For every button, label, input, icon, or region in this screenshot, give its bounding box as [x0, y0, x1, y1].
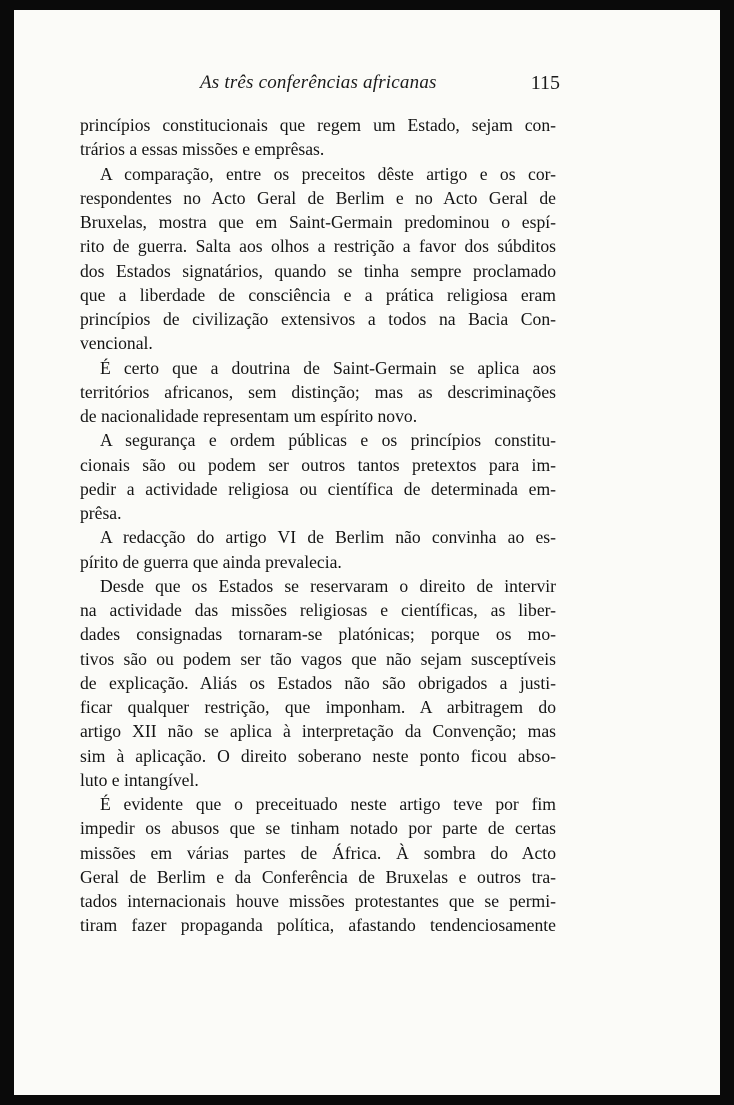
text-line: É evidente que o preceituado neste artigo teve por fim — [100, 794, 556, 814]
text-line: na actividade das missões religiosas e científicas, as liber- — [80, 600, 556, 620]
book-page — [14, 10, 720, 1095]
text-line: dades consignadas tornaram-se platónicas; porque os mo- — [80, 624, 556, 645]
text-line: tivos são ou podem ser tão vagos que não sejam susceptíveis — [80, 648, 556, 669]
text-line: cionais são ou podem ser outros tantos pretextos para im- — [80, 454, 556, 475]
body-text — [80, 113, 556, 938]
text-line: pírito de guerra que ainda prevalecia. — [80, 551, 342, 572]
text-line: artigo XII não se aplica à interpretação da Convenção; mas — [80, 721, 556, 742]
text-line: rito de guerra. Salta aos olhos a restrição a favor dos súbditos — [80, 236, 556, 257]
text-line: de nacionalidade representam um espírito novo. — [80, 406, 418, 426]
text-line: que a liberdade de consciência e a prática religiosa eram — [80, 284, 556, 305]
text-line: princípios constitucionais que regem um Estado, sejam con- — [80, 115, 556, 135]
text-line: Geral de Berlim e da Conferência de Bruxelas e outros tra- — [80, 866, 556, 887]
text-line: tados internacionais houve missões protestantes que se permi- — [80, 891, 556, 911]
text-line: territórios africanos, sem distinção; mas as descriminações — [80, 381, 556, 402]
text-line: trários a essas missões e emprêsas. — [80, 139, 325, 160]
text-line: de explicação. Aliás os Estados não são obrigados a justi- — [80, 672, 556, 693]
text-line: respondentes no Acto Geral de Berlim e no Acto Geral de — [80, 187, 556, 208]
text-line: prêsa. — [80, 503, 122, 523]
text-line: Bruxelas, mostra que em Saint-Germain predominou o espí- — [80, 212, 556, 232]
running-title: As três conferências africanas — [200, 72, 437, 93]
text-line: A redacção do artigo VI de Berlim não convinha ao es- — [100, 527, 556, 548]
page-number: 115 — [530, 72, 560, 94]
text-line: missões em várias partes de África. À sombra do Acto — [80, 842, 556, 863]
page-header — [14, 72, 720, 102]
text-line: pedir a actividade religiosa ou científica de determinada em- — [80, 478, 556, 499]
text-line: luto e intangível. — [80, 769, 199, 790]
text-line: impedir os abusos que se tinham notado por parte de certas — [80, 818, 556, 839]
text-line: vencional. — [80, 333, 153, 354]
text-line: É certo que a doutrina de Saint-Germain se aplica aos — [100, 357, 556, 378]
text-line: dos Estados signatários, quando se tinha sempre proclamado — [80, 260, 556, 281]
text-line: princípios de civilização extensivos a todos na Bacia Con- — [80, 309, 556, 329]
text-line: tiram fazer propaganda política, afastando tendenciosamente — [80, 915, 556, 936]
text-line: sim à aplicação. O direito soberano neste ponto ficou abso- — [80, 745, 556, 766]
text-line: Desde que os Estados se reservaram o direito de intervir — [100, 575, 556, 596]
text-line: ficar qualquer restrição, que imponham. A arbitragem do — [80, 697, 556, 717]
text-line: A segurança e ordem públicas e os princípios constitu- — [100, 430, 556, 451]
text-line: A comparação, entre os preceitos dêste artigo e os cor- — [100, 163, 556, 184]
